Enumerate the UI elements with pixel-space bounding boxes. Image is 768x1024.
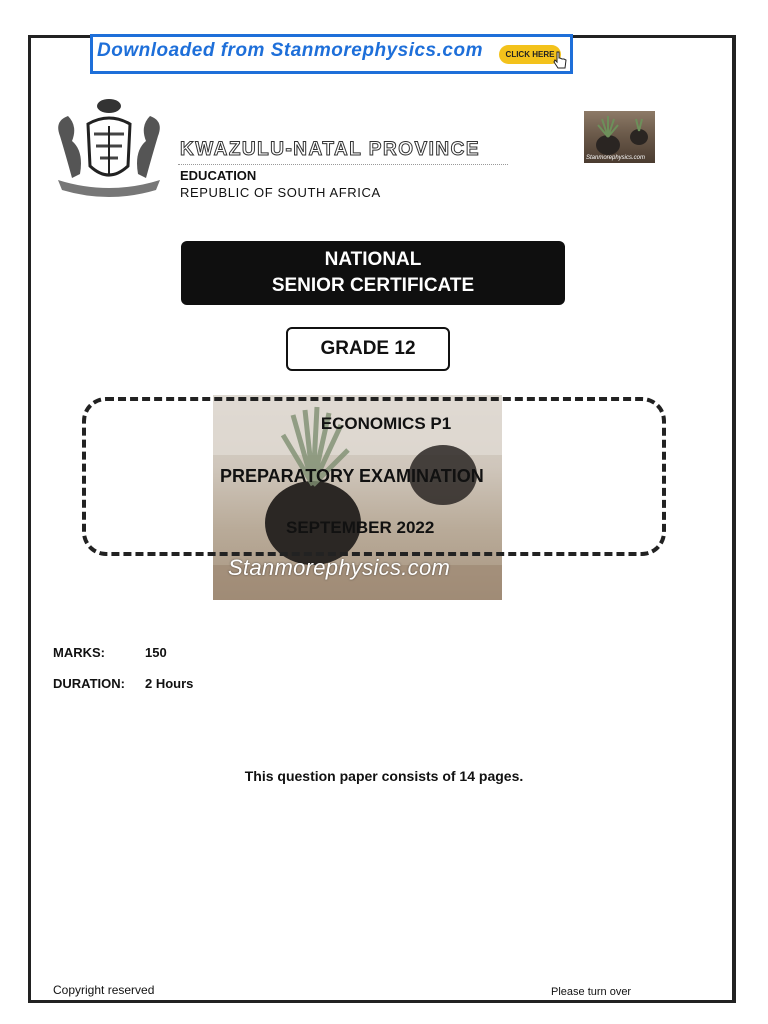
hand-cursor-icon <box>553 51 567 69</box>
certificate-line-2: SENIOR CERTIFICATE <box>271 275 475 296</box>
province-title: KWAZULU-NATAL PROVINCE <box>180 139 481 160</box>
turn-over-text: Please turn over <box>551 986 632 998</box>
marks-value: 150 <box>145 645 167 660</box>
stanmore-thumbnail <box>584 111 655 163</box>
country-name: REPUBLIC OF SOUTH AFRICA <box>180 185 381 200</box>
grade-label: GRADE 12 <box>286 327 450 371</box>
subject-title: ECONOMICS P1 <box>320 414 452 433</box>
click-here-button[interactable]: CLICK HERE <box>499 45 561 64</box>
marks-label: MARKS: <box>53 645 105 660</box>
watermark-text: Stanmorephysics.com <box>228 555 451 580</box>
download-banner-link[interactable] <box>90 34 573 74</box>
page-count-note: This question paper consists of 14 pages. <box>244 768 524 784</box>
certificate-line-1: NATIONAL <box>324 249 422 270</box>
duration-value: 2 Hours <box>145 676 194 691</box>
thumbnail-caption: Stanmorephysics.com <box>586 155 646 161</box>
department-name: EDUCATION <box>180 168 257 183</box>
certificate-banner <box>181 241 565 305</box>
exam-type: PREPARATORY EXAMINATION <box>220 466 484 486</box>
header-divider <box>178 164 508 165</box>
copyright-text: Copyright reserved <box>53 983 155 997</box>
coat-of-arms-logo <box>50 96 168 204</box>
exam-date: SEPTEMBER 2022 <box>286 518 435 537</box>
banner-text: Downloaded from Stanmorephysics.com <box>97 40 483 61</box>
duration-label: DURATION: <box>53 676 125 691</box>
